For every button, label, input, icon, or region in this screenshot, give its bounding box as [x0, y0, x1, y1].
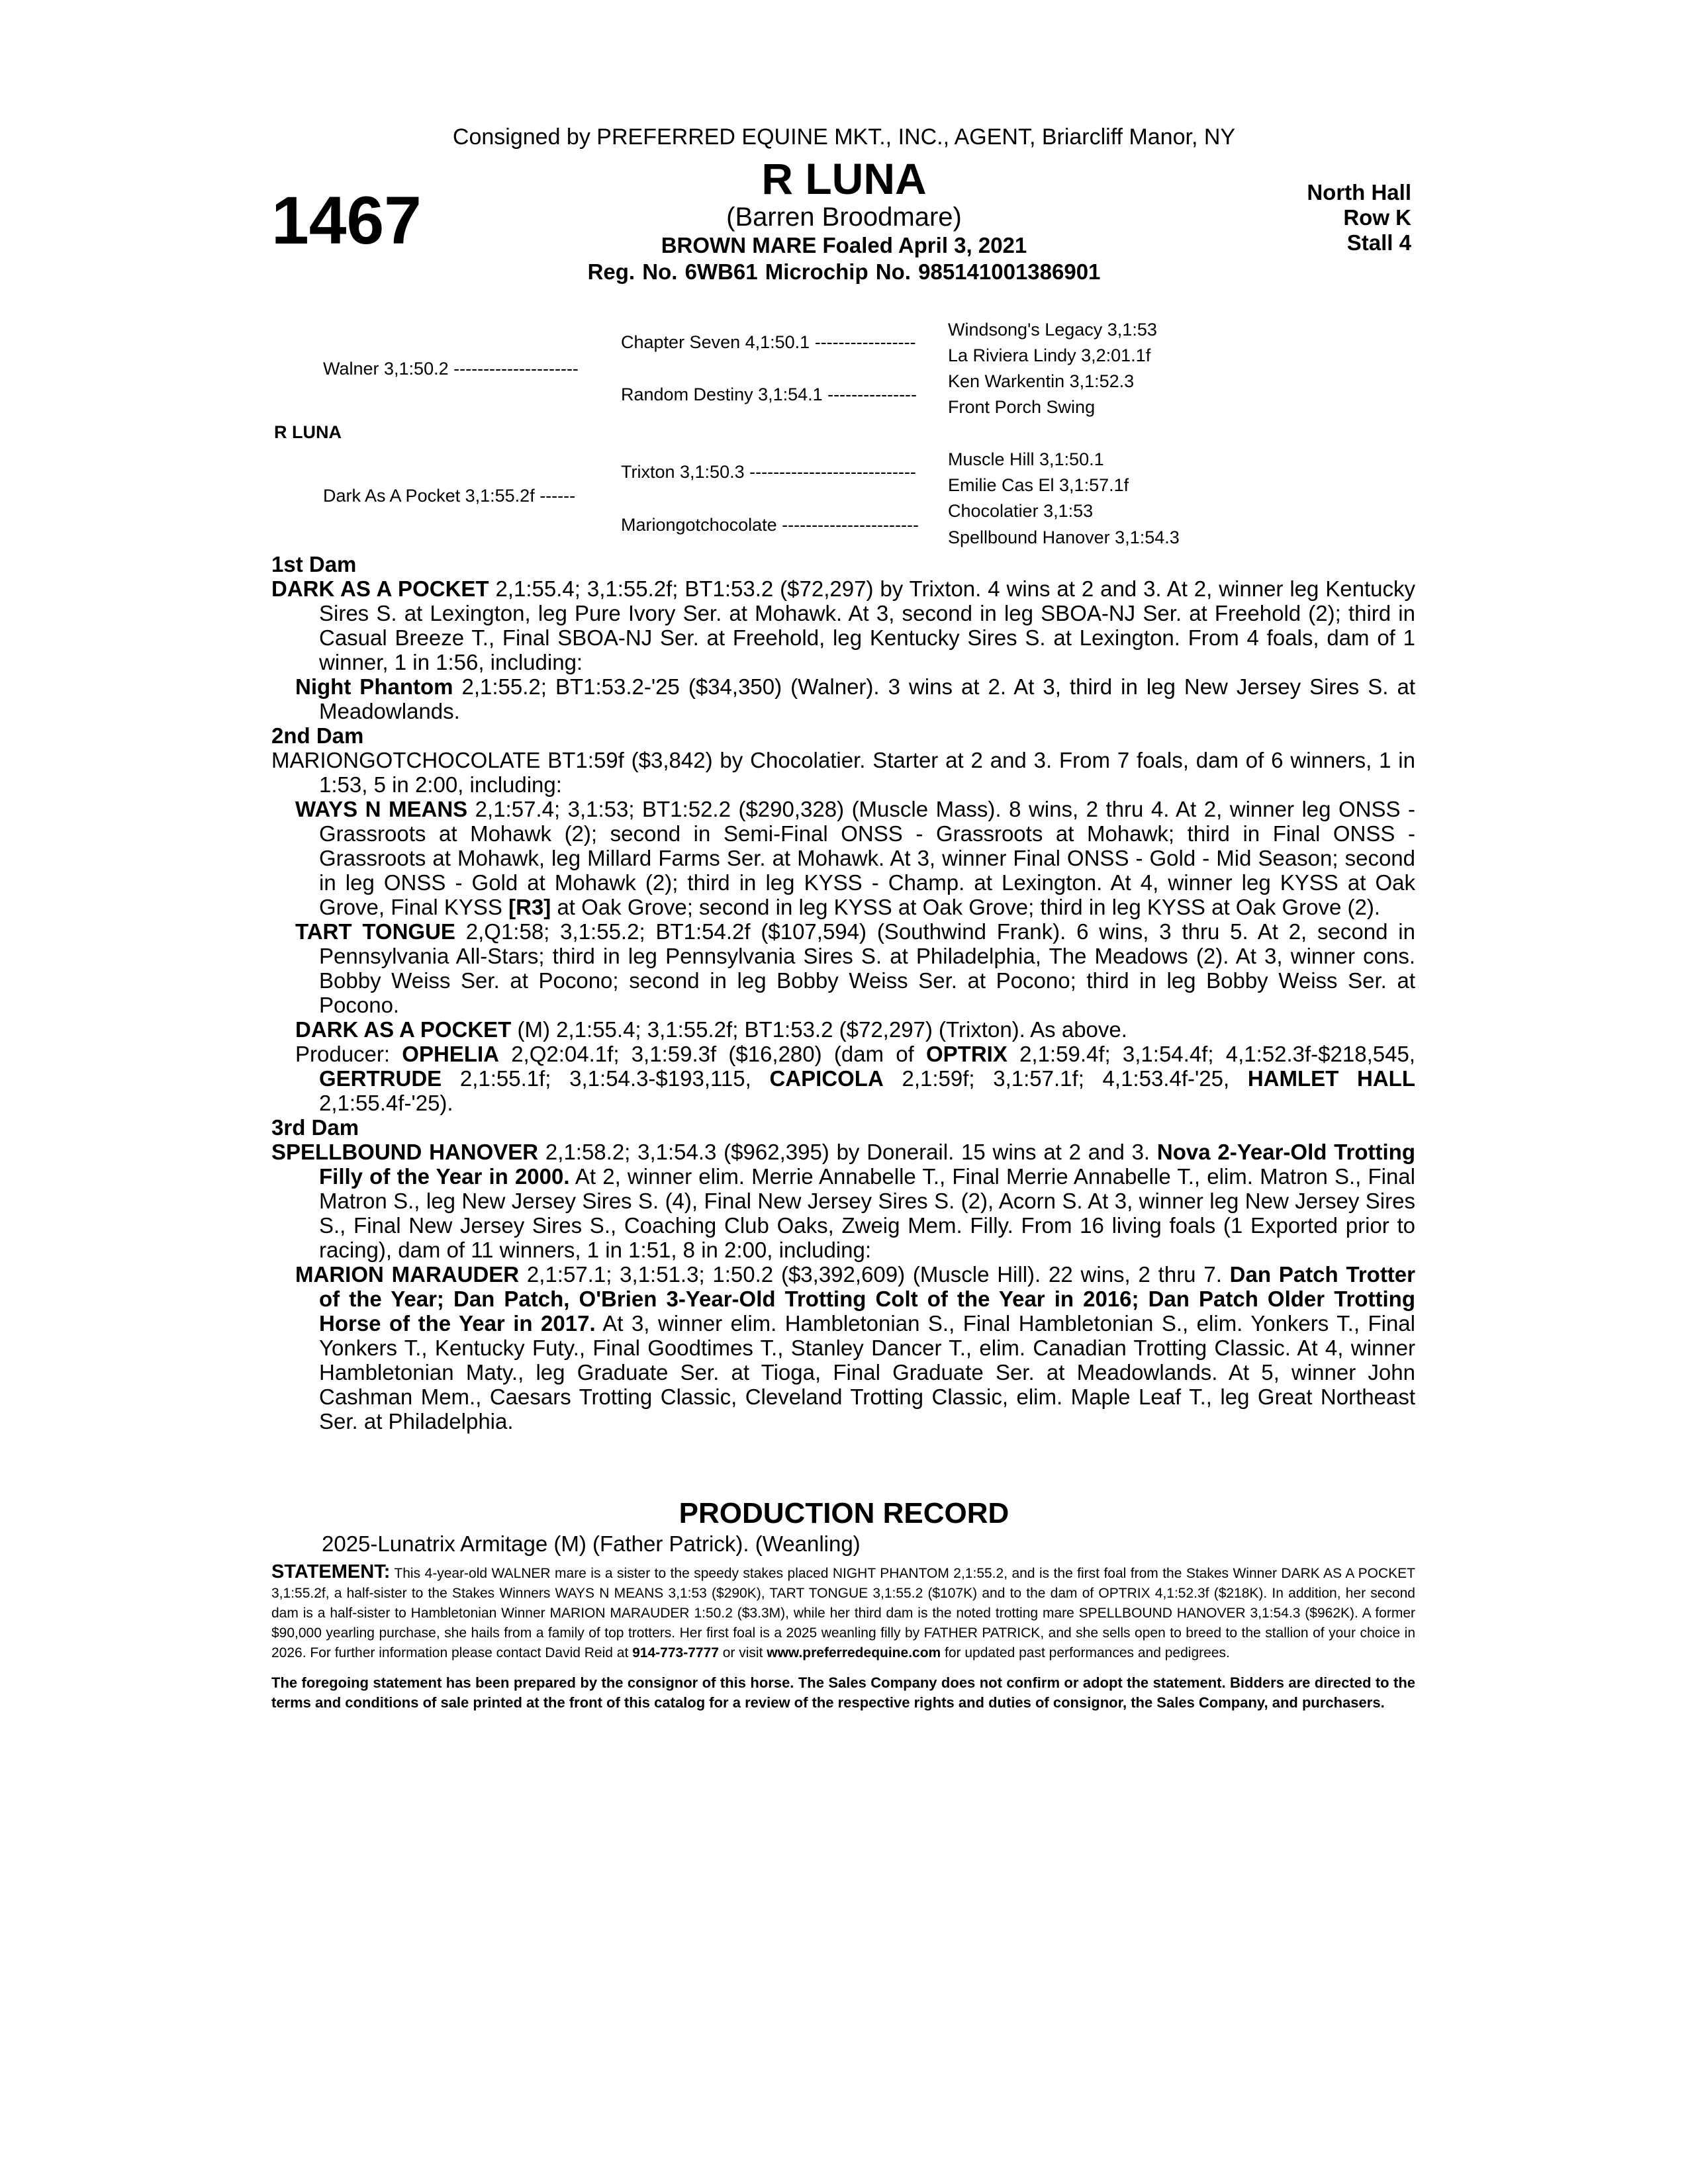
second-dam-foal-1: WAYS N MEANS 2,1:57.4; 3,1:53; BT1:52.2 ($290,328) (Muscle Mass). 8 wins, 2 thru 4. At 2, winner leg ONSS - Grassroots at Mohawk (2); second in Semi-Final ONSS - Grassroots at Mohawk; third in Final ONSS - Grassroots at Mohawk, leg Millard Farms Ser. at Mohawk. At 3, winner Final ONSS - Gold - Mid Season; second in leg ONSS - Gold at Mohawk (2); third in leg KYSS - Champ. at Lexington. At 4, winner leg KYSS at Oak Grove, Final KYSS [R3] at Oak Grove; second in leg KYSS at Oak Grove; third in leg KYSS at Oak Grove (2).: [295, 797, 1416, 919]
second-dam-producer: Producer: OPHELIA 2,Q2:04.1f; 3,1:59.3f ($16,280) (dam of OPTRIX 2,1:59.4f; 3,1:54.4f; 4,1:52.3f-$218,545, GERTRUDE 2,1:55.1f; 3,1:54.3-$193,115, CAPICOLA 2,1:59f; 3,1:57.1f; 4,1:53.4f-'25, HAMLET HALL 2,1:55.4f-'25).: [295, 1042, 1415, 1115]
third-dam-name: SPELLBOUND HANOVER: [271, 1140, 539, 1164]
second-dam-heading: 2nd Dam: [271, 723, 364, 748]
hip-number: 1467: [271, 183, 422, 258]
first-dam-entry: DARK AS A POCKET 2,1:55.4; 3,1:55.2f; BT1:53.2 ($72,297) by Trixton. 4 wins at 2 and 3. At 2, winner leg Kentucky Sires S. at Lexington, leg Pure Ivory Ser. at Mohawk. At 3, second in leg SBOA-NJ Ser. at Freehold (2); third in Casual Breeze T., Final SBOA-NJ Ser. at Freehold, leg Kentucky Sires S. at Lexington. From 4 foals, dam of 1 winner, 1 in 1:56, including:: [271, 576, 1416, 674]
foal-name: DARK AS A POCKET: [295, 1017, 512, 1042]
horse-name: R LUNA: [761, 154, 927, 203]
stall-location: [1307, 180, 1411, 255]
pedigree-dam-dam: Mariongotchocolate -----------------------: [621, 515, 919, 535]
website-link: www.preferredequine.com: [767, 1645, 941, 1661]
pedigree-gen3-4: Front Porch Swing: [948, 397, 1096, 417]
pedigree-gen3-7: Chocolatier 3,1:53: [948, 501, 1094, 521]
contact-phone: 914-773-7777: [632, 1645, 719, 1661]
registration-line: Reg. No. 6WB61 Microchip No. 985141001386901: [587, 259, 1101, 284]
pedigree-horse: R LUNA: [274, 422, 342, 442]
production-record-title: PRODUCTION RECORD: [679, 1497, 1009, 1529]
second-dam-entry: MARIONGOTCHOCOLATE BT1:59f ($3,842) by Chocolatier. Starter at 2 and 3. From 7 foals, dam of 6 winners, 1 in 1:53, 5 in 2:00, including:: [271, 748, 1415, 797]
location-hall: North Hall: [1307, 180, 1411, 205]
pedigree-sire: Walner 3,1:50.2 ---------------------: [323, 359, 579, 379]
production-record-line: 2025-Lunatrix Armitage (M) (Father Patrick). (Weanling): [322, 1531, 861, 1556]
third-dam-heading: 3rd Dam: [271, 1115, 359, 1140]
horse-status: (Barren Broodmare): [726, 203, 962, 232]
pedigree-gen3-5: Muscle Hill 3,1:50.1: [948, 449, 1104, 469]
foal-name: Night Phantom: [295, 674, 453, 699]
consignor-line: Consigned by PREFERRED EQUINE MKT., INC., AGENT, Briarcliff Manor, NY: [452, 124, 1236, 150]
pedigree-gen3-6: Emilie Cas El 3,1:57.1f: [948, 475, 1129, 495]
foal-name: WAYS N MEANS: [295, 797, 468, 821]
third-dam-foal: MARION MARAUDER 2,1:57.1; 3,1:51.3; 1:50.2 ($3,392,609) (Muscle Hill). 22 wins, 2 thru 7. Dan Patch Trotter of the Year; Dan Patch, O'Brien 3-Year-Old Trotting Colt of the Year in 2016; Dan Patch Older Trotting Horse of the Year in 2017. At 3, winner elim. Hambletonian S., Final Hambletonian S., elim. Yonkers T., Final Yonkers T., Kentucky Futy., Final Goodtimes T., Stanley Dancer T., elim. Canadian Trotting Classic. At 4, winner Hambletonian Maty., leg Graduate Ser. at Tioga, Final Graduate Ser. at Meadowlands. At 5, winner John Cashman Mem., Caesars Trotting Classic, Cleveland Trotting Classic, elim. Maple Leaf T., leg Great Northeast Ser. at Philadelphia.: [295, 1262, 1415, 1433]
pedigree-gen3-8: Spellbound Hanover 3,1:54.3: [948, 527, 1180, 547]
pedigree-gen3-2: La Riviera Lindy 3,2:01.1f: [948, 345, 1151, 365]
first-dam-heading: 1st Dam: [271, 552, 357, 576]
location-row: Row K: [1343, 205, 1411, 230]
location-stall: Stall 4: [1346, 230, 1411, 255]
second-dam-foal-2: TART TONGUE 2,Q1:58; 3,1:55.2; BT1:54.2f ($107,594) (Southwind Frank). 6 wins, 3 thru 5. At 2, second in Pennsylvania All-Stars; third in leg Pennsylvania Sires S. at Philadelphia, The Meadows (2). At 3, winner cons. Bobby Weiss Ser. at Pocono; second in leg Bobby Weiss Ser. at Pocono; third in leg Bobby Weiss Ser. at Pocono.: [295, 919, 1415, 1017]
pedigree-sire-dam: Random Destiny 3,1:54.1 ---------------: [621, 385, 917, 404]
pedigree-gen3-3: Ken Warkentin 3,1:52.3: [948, 371, 1135, 391]
pedigree-dam: Dark As A Pocket 3,1:55.2f ------: [323, 486, 576, 506]
third-dam-entry: SPELLBOUND HANOVER 2,1:58.2; 3,1:54.3 ($962,395) by Donerail. 15 wins at 2 and 3. Nova 2-Year-Old Trotting Filly of the Year in 2000. At 2, winner elim. Merrie Annabelle T., Final Merrie Annabelle T., elim. Matron S., Final Matron S., leg New Jersey Sires S. (4), Final New Jersey Sires S. (2), Acorn S. At 3, winner leg New Jersey Sires S., Final New Jersey Sires S., Coaching Club Oaks, Zweig Mem. Filly. From 16 living foals (1 Exported prior to racing), dam of 11 winners, 1 in 1:51, 8 in 2:00, including:: [271, 1140, 1415, 1262]
foaled-line: BROWN MARE Foaled April 3, 2021: [661, 233, 1027, 257]
foal-name: MARION MARAUDER: [295, 1262, 520, 1287]
first-dam-foal: Night Phantom 2,1:55.2; BT1:53.2-'25 ($34,350) (Walner). 3 wins at 2. At 3, third in leg New Jersey Sires S. at Meadowlands.: [295, 674, 1415, 723]
family-text: [271, 552, 1415, 1433]
statement-label: STATEMENT:: [271, 1561, 391, 1582]
first-dam-name: DARK AS A POCKET: [271, 576, 489, 601]
pedigree-dam-sire: Trixton 3,1:50.3 ----------------------------: [621, 462, 916, 482]
consignor-statement: STATEMENT: This 4-year-old WALNER mare is a sister to the speedy stakes placed NIGHT PHANTOM 2,1:55.2, and is the first foal from the Stakes Winner DARK AS A POCKET 3,1:55.2f, a half-sister to the Stakes Winners WAYS N MEANS 3,1:53 ($290K), TART TONGUE 3,1:55.2 ($107K) and to the dam of OPTRIX 4,1:52.3f ($218K). In addition, her second dam is a half-sister to Hambletonian Winner MARION MARAUDER 1:50.2 ($3.3M), while her third dam is the noted trotting mare SPELLBOUND HANOVER 3,1:54.3 ($962K). A former $90,000 yearling purchase, she hails from a family of top trotters. Her first foal is a 2025 weanling filly by FATHER PATRICK, and she sells open to breed to the stallion of your choice in 2026. For further information please contact David Reid at 914-773-7777 or visit www.preferredequine.com for updated past performances and pedigrees.: [271, 1561, 1415, 1661]
foal-name: TART TONGUE: [295, 919, 455, 944]
second-dam-foal-3: DARK AS A POCKET (M) 2,1:55.4; 3,1:55.2f; BT1:53.2 ($72,297) (Trixton). As above.: [295, 1017, 1127, 1042]
disclaimer: The foregoing statement has been prepared by the consignor of this horse. The Sales Company does not confirm or adopt the statement. Bidders are directed to the terms and conditions of sale printed at the front of this catalog for a review of the respective rights and duties of consignor, the Sales Company, and purchasers.: [271, 1674, 1415, 1711]
pedigree-sire-sire: Chapter Seven 4,1:50.1 -----------------: [621, 332, 916, 352]
pedigree-gen3-1: Windsong's Legacy 3,1:53: [948, 320, 1157, 340]
